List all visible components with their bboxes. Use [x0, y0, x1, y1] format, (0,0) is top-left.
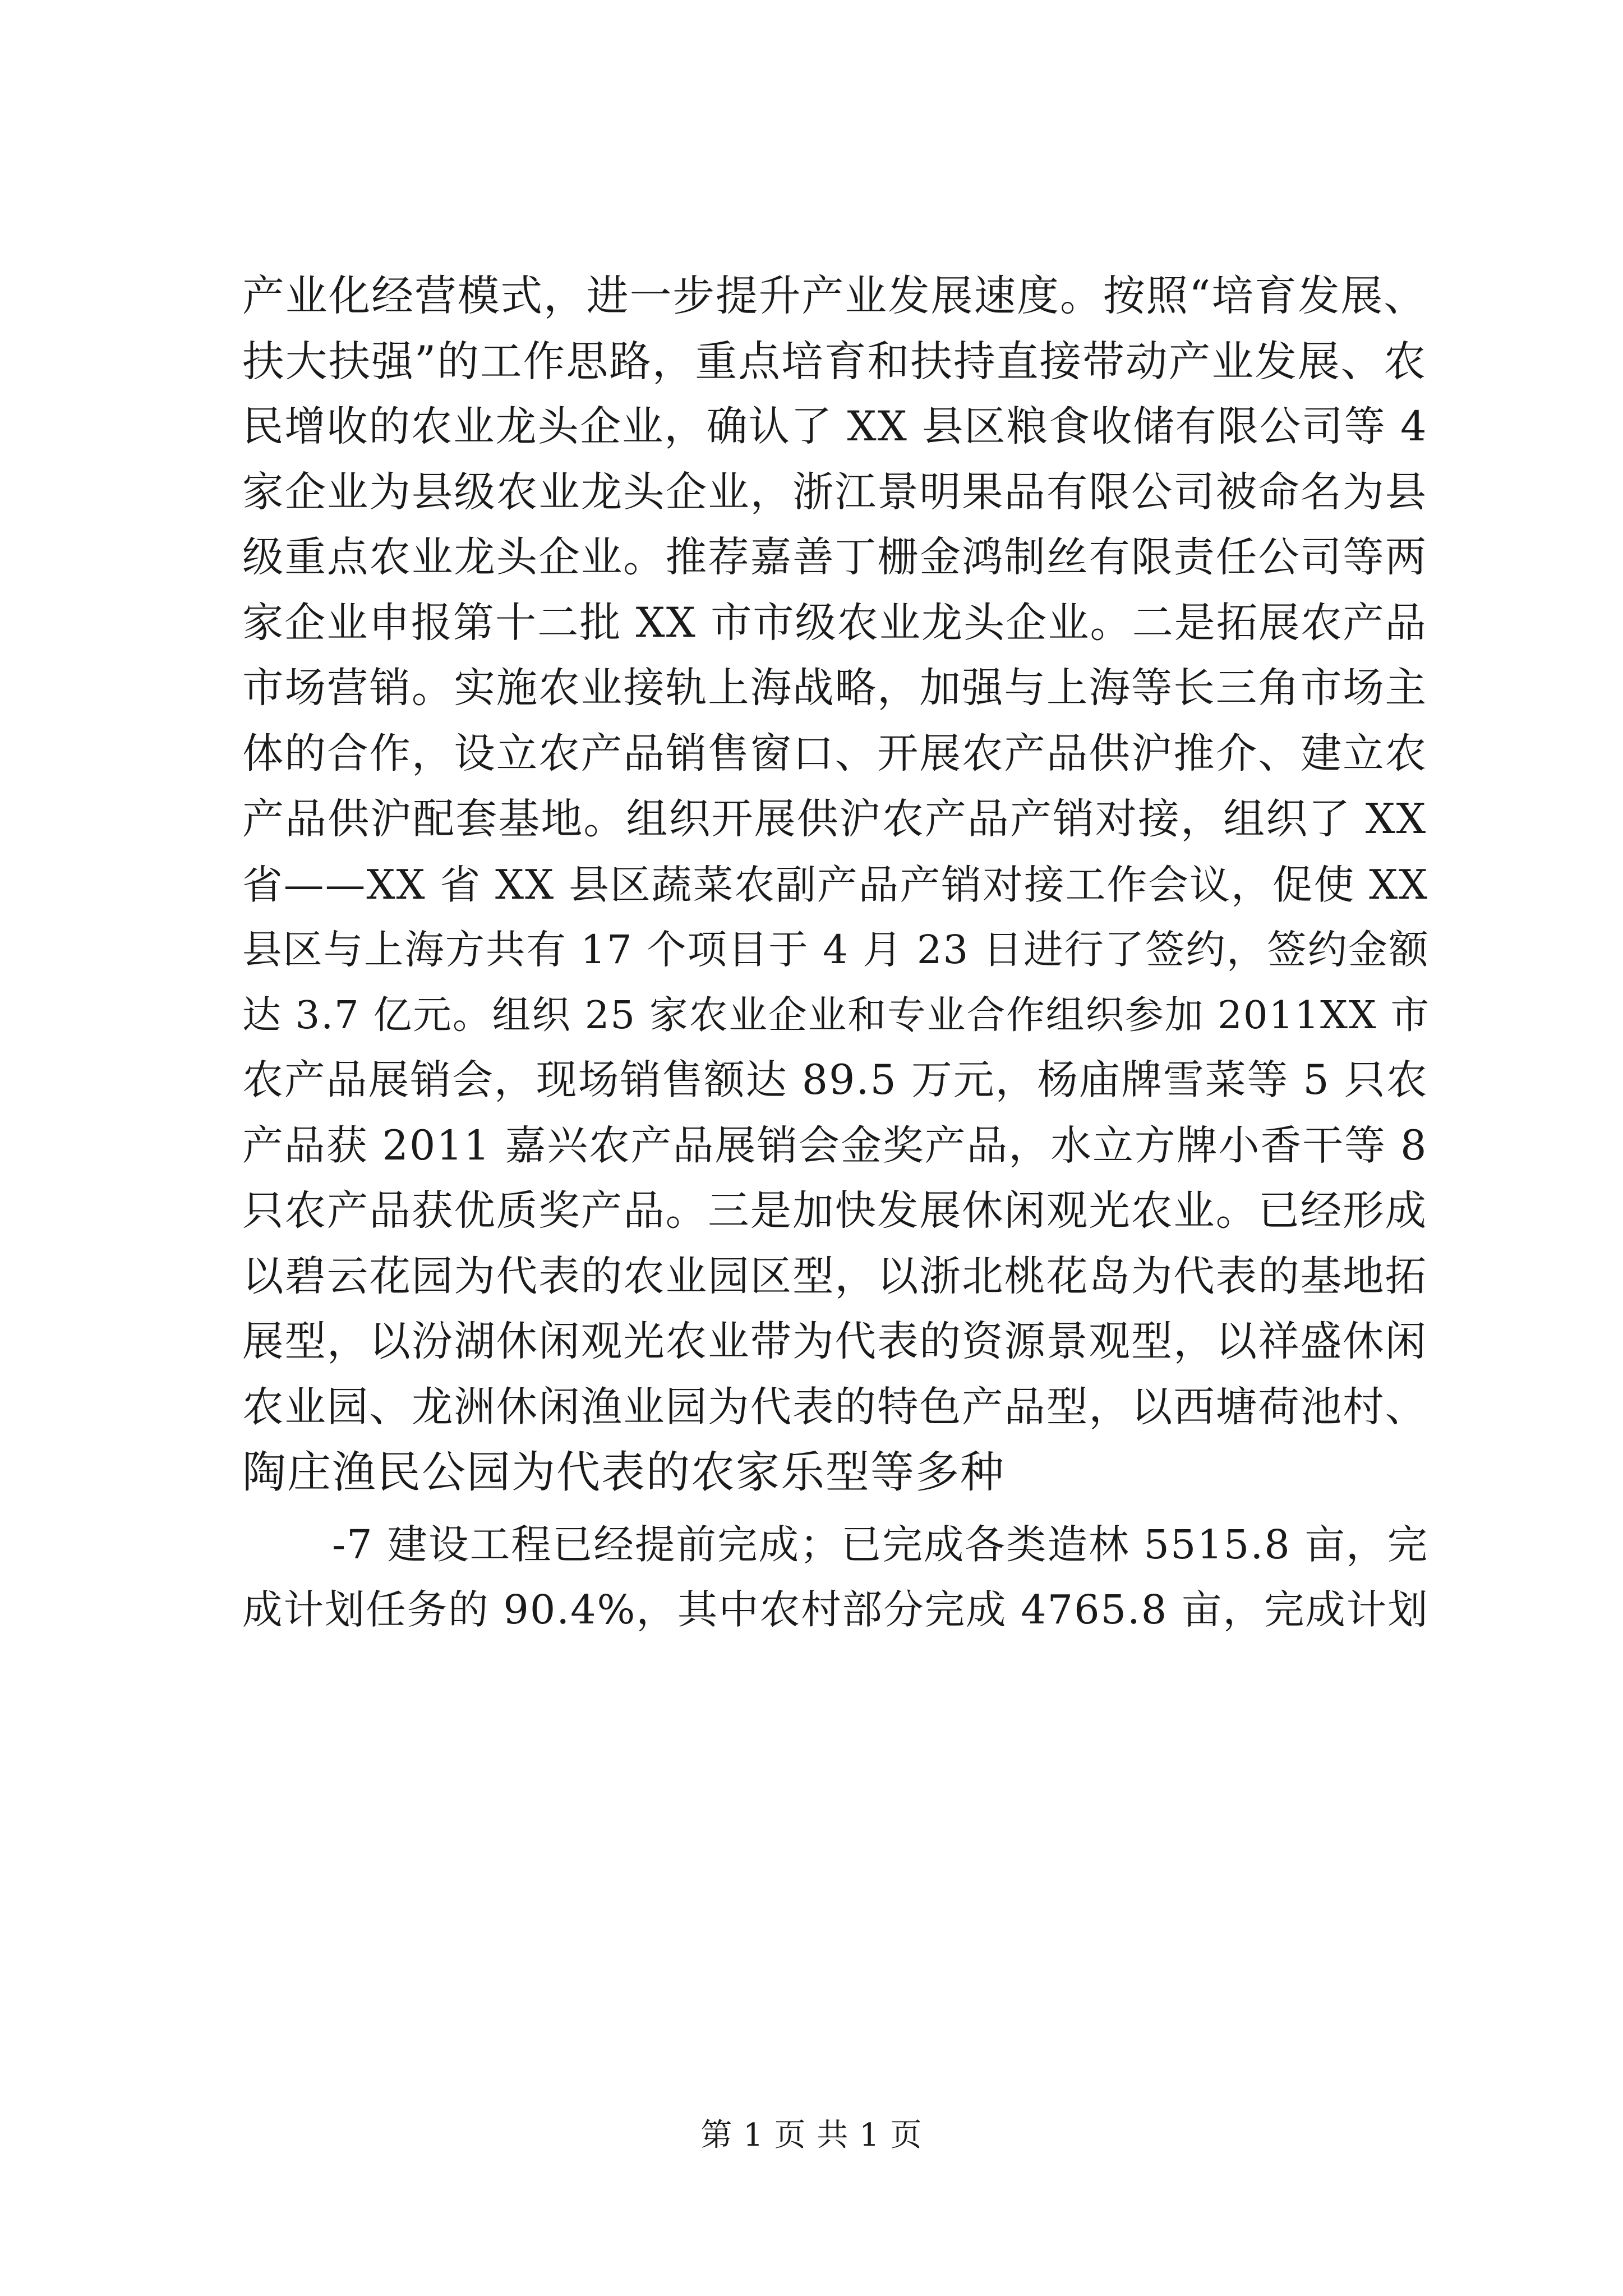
- text-line: 农产品展销会，现场销售额达 89.5 万元，杨庙牌雪菜等 5 只农: [242, 1056, 1428, 1104]
- text-line: 家企业申报第十二批 XX 市市级农业龙头企业。二是拓展农产品: [242, 599, 1427, 647]
- text-line: 达 3.7 亿元。组织 25 家农业企业和专业合作组织参加 2011XX 市: [242, 992, 1431, 1038]
- text-line: 县区与上海方共有 17 个项目于 4 月 23 日进行了签约，签约金额: [242, 927, 1430, 973]
- text-line: -7 建设工程已经提前完成；已完成各类造林 5515.8 亩，完: [332, 1521, 1429, 1568]
- text-line: 省——XX 省 XX 县区蔬菜农副产品产销对接工作会议，促使 XX: [242, 861, 1429, 908]
- text-line: 产业化经营模式，进一步提升产业发展速度。按照“培育发展、: [242, 272, 1427, 320]
- text-line: 只农产品获优质奖产品。三是加快发展休闲观光农业。已经形成: [242, 1187, 1428, 1235]
- text-line: 级重点农业龙头企业。推荐嘉善丁栅金鸿制丝有限责任公司等两: [242, 533, 1428, 581]
- text-line: 产品供沪配套基地。组织开展供沪农产品产销对接，组织了 XX: [242, 795, 1427, 843]
- text-line: 成计划任务的 90.4%，其中农村部分完成 4765.8 亩，完成计划: [242, 1586, 1429, 1633]
- page-number-footer: 第 1 页 共 1 页: [700, 2117, 923, 2154]
- document-body: [242, 264, 1431, 1643]
- text-line: 市场营销。实施农业接轨上海战略，加强与上海等长三角市场主: [242, 664, 1428, 712]
- text-line: 家企业为县级农业龙头企业，浙江景明果品有限公司被命名为县: [242, 468, 1428, 516]
- text-line: 陶庄渔民公园为代表的农家乐型等多种: [242, 1447, 1006, 1498]
- text-line: 民增收的农业龙头企业，确认了 XX 县区粮食收储有限公司等 4: [242, 403, 1428, 450]
- text-line: 展型，以汾湖休闲观光农业带为代表的资源景观型，以祥盛休闲: [242, 1318, 1428, 1365]
- text-line: 以碧云花园为代表的农业园区型，以浙北桃花岛为代表的基地拓: [242, 1252, 1428, 1300]
- text-line: 农业园、龙洲休闲渔业园为代表的特色产品型，以西塘荷池村、: [242, 1383, 1428, 1431]
- text-line: 体的合作，设立农产品销售窗口、开展农产品供沪推介、建立农: [242, 729, 1428, 777]
- paragraph-gap: [242, 1506, 1426, 1512]
- text-line: 产品获 2011 嘉兴农产品展销会金奖产品，水立方牌小香干等 8: [242, 1121, 1428, 1170]
- text-line: 扶大扶强”的工作思路，重点培育和扶持直接带动产业发展、农: [242, 337, 1427, 386]
